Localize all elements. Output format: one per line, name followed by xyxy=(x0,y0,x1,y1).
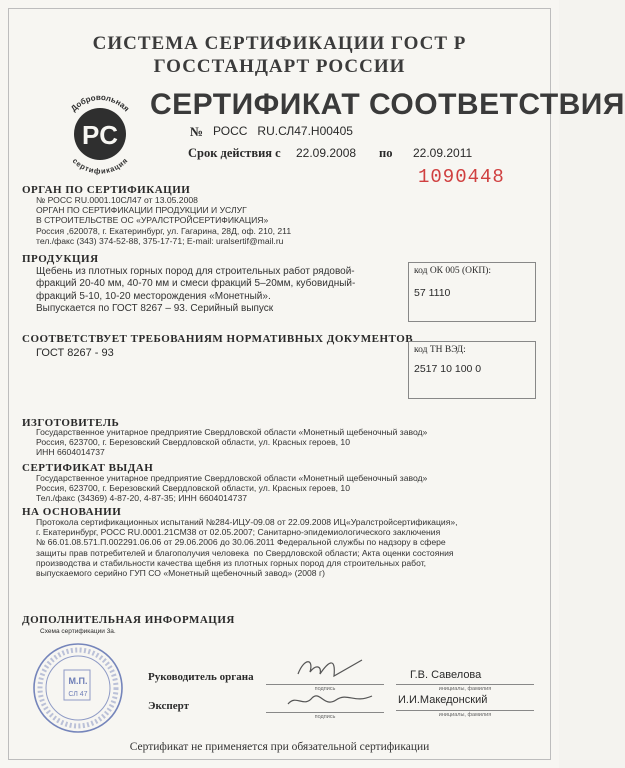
okp-code: 57 1110 xyxy=(414,287,451,299)
organ-line: тел./факс (343) 374-52-88, 375-17-71; E-mail: uralsertif@mail.ru xyxy=(36,235,284,246)
tnved-code-box xyxy=(408,341,536,399)
head-name-line xyxy=(396,684,534,685)
svg-text:сертификация: сертификация xyxy=(70,156,130,176)
product-line: фракций 5-10, 10-20 месторождения «Монетный». xyxy=(36,290,271,302)
serial-number: 1090448 xyxy=(418,166,505,188)
issued-to-line: Государственное унитарное предприятие Свердловской области «Монетный щебеночный завод» xyxy=(36,473,428,483)
stamp-code: СЛ 47 xyxy=(68,691,88,698)
head-name-caption: инициалы, фамилия xyxy=(438,686,492,692)
issued-to-heading: СЕРТИФИКАТ ВЫДАН xyxy=(22,462,154,474)
product-description xyxy=(36,266,355,315)
certification-scheme: Схема сертификации 3а. xyxy=(40,628,116,635)
product-line: Щебень из плотных горных пород для строительных работ рядовой- xyxy=(36,266,355,277)
basis-heading: НА ОСНОВАНИИ xyxy=(22,506,122,518)
product-heading: ПРОДУКЦИЯ xyxy=(22,253,99,265)
footer-note: Сертификат не применяется при обязательной сертификации xyxy=(129,741,430,753)
rst-logo-icon xyxy=(58,90,142,176)
issued-to-line: Россия, 623700, г. Березовский Свердловской области, ул. Красных героев, 10 xyxy=(36,483,350,494)
expert-signature-line xyxy=(266,712,384,713)
okp-label: код ОК 005 (ОКП): xyxy=(414,266,492,276)
organ-line: № РОСС RU.0001.10СЛ47 от 13.05.2008 xyxy=(36,195,198,205)
svg-text:Добровольная: Добровольная xyxy=(69,92,132,114)
svg-text:PC: PC xyxy=(81,120,119,150)
expert-name-line xyxy=(396,710,534,711)
number-label: № xyxy=(190,124,204,139)
organ-details xyxy=(36,195,291,246)
stamp-seal-icon xyxy=(30,640,126,736)
head-name: Г.В. Савелова xyxy=(410,669,482,681)
basis-line: выпускаемого серийно ГУП СО «Монетный щебеночный завод» (2008 г) xyxy=(36,568,325,579)
organ-stamp xyxy=(30,640,126,736)
head-label: Руководитель органа xyxy=(148,671,254,683)
system-title-line2: ГОССТАНДАРТ РОССИИ xyxy=(153,56,406,77)
registration-number: РОСС RU.СЛ47.H00405 xyxy=(213,124,353,138)
issued-to-details xyxy=(36,473,427,504)
valid-from-date: 22.09.2008 xyxy=(296,146,357,160)
basis-line: производства и стабильности качества щебня из плотных горных пород для строительных работ, xyxy=(36,557,427,568)
manufacturer-heading: ИЗГОТОВИТЕЛЬ xyxy=(22,417,120,429)
okp-code-box xyxy=(408,262,536,322)
tnved-label: код ТН ВЭД: xyxy=(414,345,466,355)
tnved-code: 2517 10 100 0 xyxy=(414,363,482,375)
certificate-title: СЕРТИФИКАТ СООТВЕТСТВИЯ xyxy=(150,88,625,121)
product-line: фракций 20-40 мм, 40-70 мм и смеси фракций 5–20мм, кубовидный- xyxy=(36,278,356,290)
organ-heading: ОРГАН ПО СЕРТИФИКАЦИИ xyxy=(22,184,191,196)
basis-line: г. Екатеринбург, РОСС RU.0001.21СМ38 от 02.05.2007; Санитарно-эпидемиологического заключения xyxy=(36,527,441,538)
expert-name-caption: инициалы, фамилия xyxy=(438,712,492,718)
manufacturer-line: Государственное унитарное предприятие Свердловской области «Монетный щебеночный завод» xyxy=(36,427,428,437)
organ-line: ОРГАН ПО СЕРТИФИКАЦИИ ПРОДУКЦИИ И УСЛУГ xyxy=(36,205,247,216)
head-signature-line xyxy=(266,684,384,685)
signature-icon xyxy=(290,652,374,684)
manufacturer-details xyxy=(36,427,427,458)
expert-signature xyxy=(282,686,378,712)
rst-logo xyxy=(58,90,142,176)
valid-to-label: по xyxy=(379,146,393,160)
basis-line: Протокола сертификационных испытаний №284-ИЦУ-09.08 от 22.09.2008 ИЦ«Уралстройсертификация», xyxy=(36,517,458,527)
norm-document: ГОСТ 8267 - 93 xyxy=(36,347,114,359)
organ-line: Россия ,620078, г. Екатеринбург, ул. Гагарина, 28Д, оф. 210, 211 xyxy=(36,225,292,236)
expert-label: Эксперт xyxy=(148,700,190,712)
stamp-mp: М.П. xyxy=(68,676,88,686)
signature-icon xyxy=(282,686,378,712)
head-signature xyxy=(290,652,374,684)
basis-line: № 66.01.08.571.П.002291.06.06 от 29.06.2006 до 30.06.2011 Федеральной службы по надзору в сфере xyxy=(36,537,446,548)
manufacturer-line: Россия, 623700, г. Березовский Свердловской области, ул. Красных героев, 10 xyxy=(36,437,350,448)
basis-details xyxy=(36,517,458,578)
issued-to-line: Тел./факс (34369) 4-87-20, 4-87-35; ИНН 6604014737 xyxy=(36,493,248,504)
expert-signature-caption: подпись xyxy=(314,714,336,720)
system-title-line1: СИСТЕМА СЕРТИФИКАЦИИ ГОСТ Р xyxy=(92,33,467,54)
head-signature-caption: подпись xyxy=(314,686,336,692)
norms-heading: СООТВЕТСТВУЕТ ТРЕБОВАНИЯМ НОРМАТИВНЫХ ДОКУМЕНТОВ xyxy=(22,333,414,345)
additional-heading: ДОПОЛНИТЕЛЬНАЯ ИНФОРМАЦИЯ xyxy=(22,614,235,626)
product-line: Выпускается по ГОСТ 8267 – 93. Серийный выпуск xyxy=(36,302,274,314)
manufacturer-line: ИНН 6604014737 xyxy=(36,447,105,458)
organ-line: В СТРОИТЕЛЬСТВЕ ОС «УРАЛСТРОЙСЕРТИФИКАЦИЯ» xyxy=(36,215,269,226)
valid-to-date: 22.09.2011 xyxy=(413,146,473,160)
basis-line: защиты прав потребителей и благополучия человека по Свердловской области; Акта оценки состояния xyxy=(36,547,454,558)
expert-name: И.И.Македонский xyxy=(398,694,488,706)
validity-label: Срок действия с xyxy=(188,146,281,160)
